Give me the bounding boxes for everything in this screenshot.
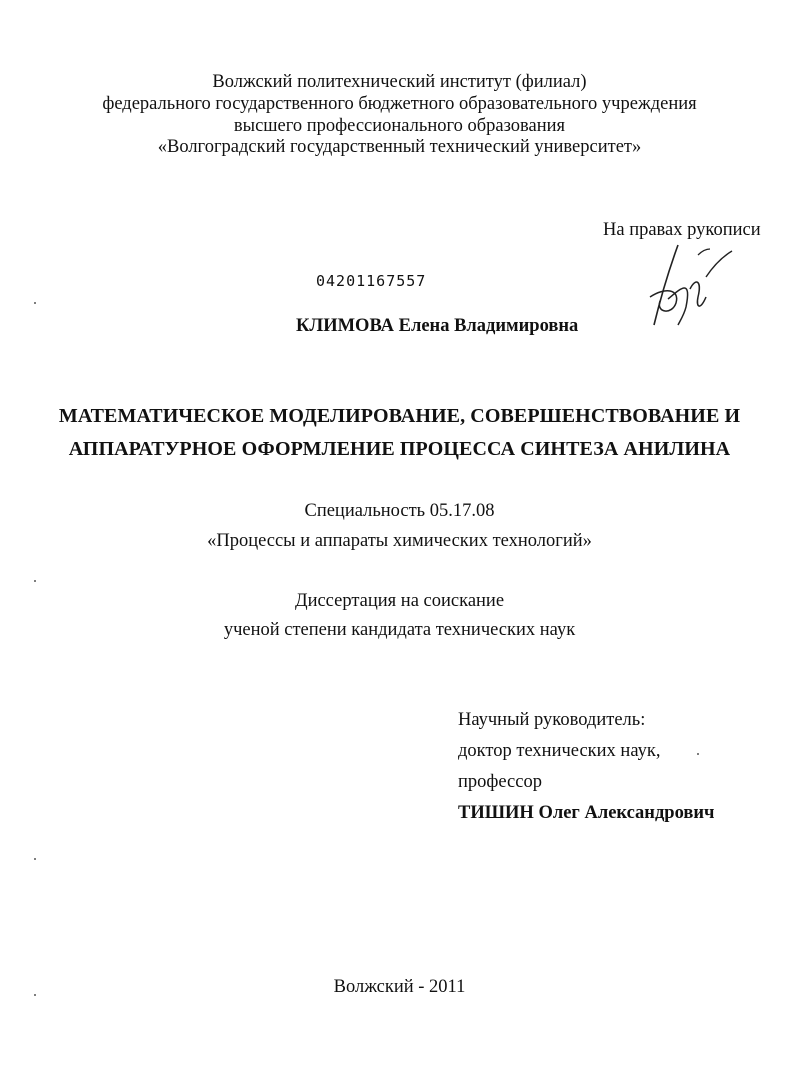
manuscript-note: На правах рукописи bbox=[603, 220, 761, 240]
institution-line-3: высшего профессионального образования bbox=[233, 116, 566, 136]
supervisor-rank: профессор bbox=[458, 772, 542, 792]
supervisor-degree: доктор технических наук, bbox=[458, 741, 661, 761]
institution-line-4: «Волгоградский государственный технический университет» bbox=[157, 137, 642, 157]
dissertation-line-1: Диссертация на соискание bbox=[294, 591, 505, 611]
registration-number: 04201167557 bbox=[316, 272, 427, 290]
footer-city-year: Волжский - 2011 bbox=[333, 977, 466, 997]
scan-speck bbox=[34, 580, 36, 582]
dissertation-line-2: ученой степени кандидата технических наук bbox=[223, 620, 576, 640]
specialty-name: «Процессы и аппараты химических технологий» bbox=[207, 531, 592, 551]
signature bbox=[640, 237, 740, 332]
institution-line-2: федерального государственного бюджетного образовательного учреждения bbox=[102, 94, 697, 114]
specialty-code: Специальность 05.17.08 bbox=[304, 501, 495, 521]
supervisor-name: ТИШИН Олег Александрович bbox=[458, 803, 715, 823]
author-name: КЛИМОВА Елена Владимировна bbox=[296, 316, 579, 336]
scan-speck bbox=[34, 994, 36, 996]
supervisor-label: Научный руководитель: bbox=[458, 710, 646, 730]
institution-line-1: Волжский политехнический институт (филиал) bbox=[212, 72, 587, 92]
thesis-title-line-2: АППАРАТУРНОЕ ОФОРМЛЕНИЕ ПРОЦЕССА СИНТЕЗА АНИЛИНА bbox=[68, 438, 731, 460]
scan-speck bbox=[34, 302, 36, 304]
scan-speck bbox=[697, 753, 699, 755]
scan-speck bbox=[34, 858, 36, 860]
thesis-title-line-1: МАТЕМАТИЧЕСКОЕ МОДЕЛИРОВАНИЕ, СОВЕРШЕНСТВОВАНИЕ И bbox=[58, 405, 741, 427]
